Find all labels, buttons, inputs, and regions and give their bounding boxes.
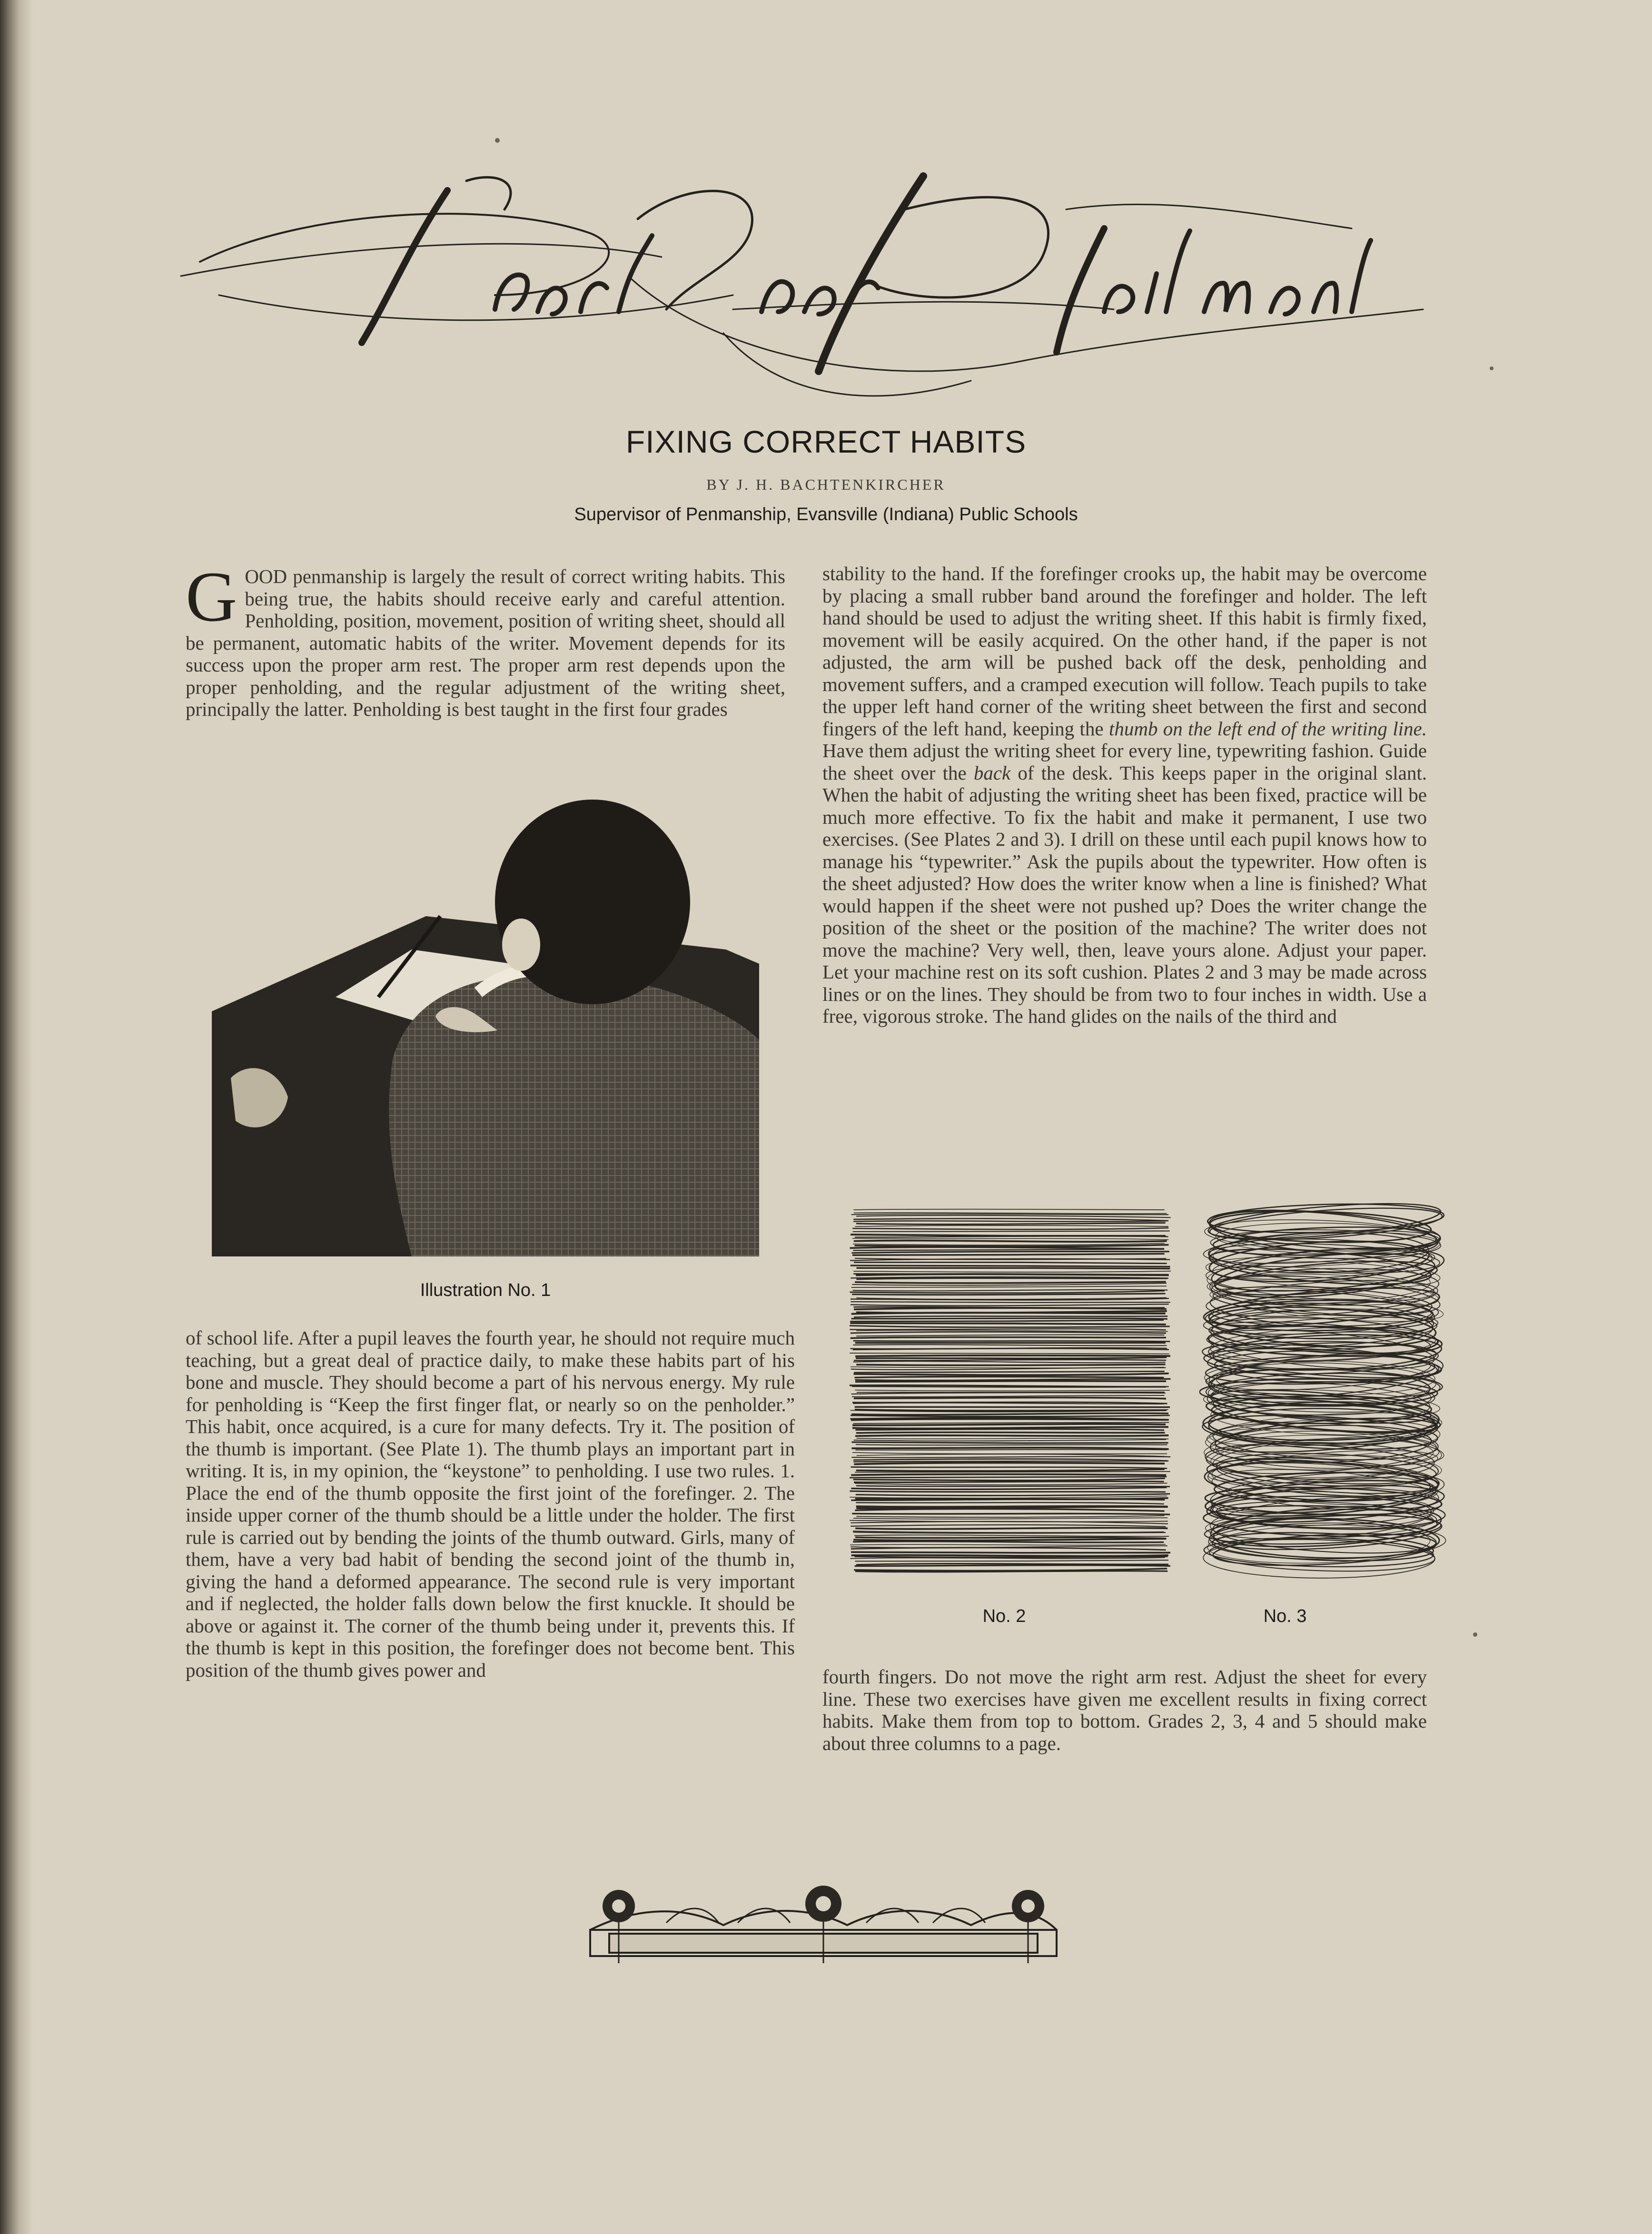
article-byline: BY J. H. BACHTENKIRCHER bbox=[706, 476, 946, 493]
push-pull-stroke bbox=[854, 1398, 1166, 1399]
push-pull-stroke bbox=[850, 1320, 1164, 1322]
push-pull-stroke bbox=[852, 1395, 1164, 1397]
push-pull-stroke bbox=[852, 1453, 1167, 1454]
col2-emphasis-2: back bbox=[973, 761, 1011, 784]
push-pull-stroke bbox=[851, 1252, 1169, 1253]
push-pull-stroke bbox=[850, 1477, 1167, 1478]
push-pull-stroke bbox=[853, 1344, 1167, 1345]
paper-speck bbox=[495, 138, 500, 143]
push-pull-stroke bbox=[854, 1213, 1167, 1214]
illustration-caption: Illustration No. 1 bbox=[420, 1280, 551, 1300]
paper-speck bbox=[1473, 1632, 1477, 1637]
push-pull-stroke bbox=[850, 1323, 1166, 1325]
push-pull-stroke bbox=[854, 1535, 1169, 1536]
push-pull-stroke bbox=[855, 1560, 1168, 1561]
push-pull-stroke bbox=[853, 1348, 1169, 1350]
masthead-calligraphy bbox=[162, 152, 1447, 419]
push-pull-stroke bbox=[851, 1419, 1168, 1420]
push-pull-stroke bbox=[857, 1438, 1169, 1439]
push-pull-stroke bbox=[855, 1236, 1168, 1237]
push-pull-stroke bbox=[852, 1427, 1168, 1428]
push-pull-stroke bbox=[856, 1357, 1167, 1358]
push-pull-stroke bbox=[851, 1548, 1166, 1550]
push-pull-stroke bbox=[855, 1565, 1170, 1566]
push-pull-stroke bbox=[854, 1463, 1165, 1464]
push-pull-stroke bbox=[853, 1218, 1168, 1221]
push-pull-stroke bbox=[853, 1271, 1171, 1272]
illustration-photo bbox=[212, 792, 759, 1256]
push-pull-stroke bbox=[853, 1539, 1166, 1541]
push-pull-stroke bbox=[851, 1304, 1169, 1305]
push-pull-stroke bbox=[856, 1223, 1166, 1224]
push-pull-stroke bbox=[851, 1525, 1166, 1527]
push-pull-stroke bbox=[851, 1265, 1170, 1266]
col1-text-1: OOD penmanship is largely the result of correct writing habits. This being true, the habits should receive early and careful attention. Penholding, position, movement, position of writing sheet, should all be permanent, automatic habits of the writer. Movement depends for its success upon the proper arm rest. The proper arm rest depends upon the proper penholding, and the regular adjustment of the writing sheet, principally the latter. Penholding is best taught in the first four grades bbox=[186, 565, 785, 720]
push-pull-stroke bbox=[856, 1274, 1169, 1275]
push-pull-stroke bbox=[851, 1332, 1166, 1333]
push-pull-stroke bbox=[853, 1478, 1165, 1480]
push-pull-stroke bbox=[853, 1209, 1164, 1210]
article-title: FIXING CORRECT HABITS bbox=[625, 424, 1027, 459]
push-pull-stroke bbox=[850, 1353, 1169, 1354]
push-pull-stroke bbox=[856, 1444, 1167, 1445]
plate-2-drawing bbox=[845, 1199, 1173, 1585]
push-pull-stroke bbox=[851, 1456, 1170, 1457]
push-pull-stroke bbox=[853, 1243, 1165, 1245]
push-pull-stroke bbox=[856, 1364, 1165, 1365]
push-pull-stroke bbox=[851, 1448, 1168, 1449]
push-pull-stroke bbox=[853, 1461, 1168, 1462]
push-pull-stroke bbox=[853, 1249, 1164, 1251]
push-pull-stroke bbox=[854, 1360, 1166, 1361]
push-pull-stroke bbox=[855, 1390, 1169, 1391]
push-pull-stroke bbox=[851, 1393, 1166, 1394]
floral-tailpiece-ornament bbox=[581, 1878, 1066, 1968]
push-pull-stroke bbox=[851, 1337, 1166, 1338]
push-pull-stroke bbox=[855, 1571, 1167, 1572]
push-pull-stroke bbox=[852, 1513, 1170, 1514]
push-pull-stroke bbox=[856, 1494, 1170, 1496]
push-pull-stroke bbox=[851, 1302, 1170, 1303]
push-pull-stroke bbox=[852, 1238, 1168, 1240]
push-pull-stroke bbox=[856, 1216, 1170, 1217]
col1-paragraph-2: of school life. After a pupil leaves the fourth year, he should not require much teaching, but a great deal of practice daily, to make these habits part of his bone and muscle. They should become a part of his nervous energy. My rule for penholding is “Keep the first finger flat, or nearly so on the penholder.” This habit, once acquired, is a cure for many defects. Try it. The position of the thumb is important. (See Plate 1). The thumb plays an important part in writing. It is, in my opinion, the “keystone” to penholding. I use two rules. 1. Place the end of the thumb opposite the first joint of the forefinger. 2. The inside upper corner of the thumb should be a little under the holder. The first rule is carried out by bending the joints of the thumb outward. Girls, many of them, have a very bad habit of bending the second joint of the thumb in, giving the hand a deformed appearance. The second rule is very important and if neglected, the holder falls down below the first knuckle. It should be above or against it. The corner of the thumb being under it, prevents this. If the thumb is kept in this position, the forefinger does not become bent. This position of the thumb gives power and bbox=[186, 1327, 795, 1681]
push-pull-stroke bbox=[852, 1254, 1165, 1255]
article-subtitle: Supervisor of Penmanship, Evansville (Indiana) Public Schools bbox=[574, 504, 1078, 524]
push-pull-stroke bbox=[853, 1361, 1166, 1363]
push-pull-stroke bbox=[851, 1552, 1170, 1553]
col1-paragraph-1 bbox=[186, 557, 785, 721]
push-pull-stroke bbox=[855, 1381, 1166, 1382]
push-pull-stroke bbox=[851, 1467, 1167, 1468]
col2-paragraph-1 bbox=[822, 563, 1427, 1028]
push-pull-stroke bbox=[852, 1294, 1165, 1295]
push-pull-stroke bbox=[851, 1487, 1167, 1489]
push-pull-stroke bbox=[855, 1282, 1166, 1283]
push-pull-stroke bbox=[855, 1483, 1167, 1485]
push-pull-stroke bbox=[854, 1316, 1167, 1317]
push-pull-stroke bbox=[856, 1278, 1167, 1279]
push-pull-stroke bbox=[852, 1228, 1168, 1229]
plate-2-caption: No. 2 bbox=[982, 1606, 1026, 1626]
push-pull-stroke bbox=[856, 1334, 1164, 1336]
push-pull-stroke bbox=[855, 1528, 1167, 1529]
push-pull-stroke bbox=[855, 1429, 1164, 1430]
push-pull-stroke bbox=[856, 1469, 1165, 1471]
push-pull-stroke bbox=[851, 1415, 1170, 1416]
push-pull-stroke bbox=[855, 1355, 1170, 1356]
push-pull-stroke bbox=[851, 1555, 1168, 1556]
push-pull-stroke bbox=[856, 1516, 1164, 1517]
push-pull-stroke bbox=[854, 1372, 1165, 1373]
push-pull-stroke bbox=[855, 1509, 1164, 1511]
push-pull-stroke bbox=[850, 1491, 1166, 1492]
push-pull-stroke bbox=[855, 1376, 1164, 1377]
push-pull-stroke bbox=[850, 1247, 1165, 1249]
push-pull-stroke bbox=[856, 1486, 1170, 1487]
push-pull-stroke bbox=[851, 1442, 1168, 1443]
push-pull-stroke bbox=[850, 1329, 1166, 1330]
push-pull-stroke bbox=[853, 1518, 1167, 1519]
push-pull-stroke bbox=[850, 1325, 1170, 1327]
col2-text-a: stability to the hand. If the forefinger crooks up, the habit may be overcome by placing a small rubber band around the forefinger and holder. The left hand should be used to adjust the writing sheet. If this habit is firmly fixed, movement will be easily acquired. On the other hand, if the paper is not adjusted, the arm will be pushed back off the desk, penholding and movement suffers, and a cramped execution will follow. Teach pupils to take the upper left hand corner of the writing sheet between the first and second fingers of the left hand, keeping the bbox=[822, 563, 1427, 740]
col2-paragraph-2: fourth fingers. Do not move the right arm rest. Adjust the sheet for every line. These two exercises have given me excellent results in fixing correct habits. Make them from top to bottom. Grades 2, 3, 4 and 5 should make about three columns to a page. bbox=[822, 1666, 1427, 1754]
col2-emphasis-1: thumb on the left end of the writing line. bbox=[1108, 717, 1427, 740]
push-pull-stroke bbox=[851, 1474, 1166, 1475]
push-pull-stroke bbox=[851, 1313, 1166, 1314]
push-pull-stroke bbox=[855, 1435, 1168, 1436]
push-pull-stroke bbox=[854, 1241, 1167, 1242]
push-pull-stroke bbox=[857, 1268, 1170, 1269]
col2-text-c: of the desk. This keeps paper in the original slant. When the habit of adjusting the writing sheet has been fixed, practice will be much more effective. To fix the habit and make it permanent, I use two exercises. (See Plates 2 and 3). I drill on these until each pupil knows how to manage his “typewriter.” Ask the pupils about the typewriter. How often is the sheet adjusted? How does the writer know when a line is finished? What would happen if the sheet were not pushed up? Does the writer change the position of the sheet or the position of the machine? The writer does not move the machine? Very well, then, leave yours alone. Adjust your paper. Let your machine rest on its soft cushion. Plates 2 and 3 may be made across lines or on the lines. They should be from two to four inches in width. Use a free, vigorous stroke. The hand glides on the nails of the third and bbox=[822, 761, 1427, 1027]
plate-3-drawing bbox=[1199, 1199, 1447, 1580]
push-pull-stroke bbox=[853, 1374, 1168, 1375]
push-pull-stroke bbox=[851, 1318, 1167, 1319]
plate-3-caption: No. 3 bbox=[1263, 1606, 1307, 1626]
push-pull-stroke bbox=[850, 1544, 1166, 1545]
binding-shadow bbox=[0, 0, 33, 2234]
paper-speck bbox=[1490, 366, 1494, 370]
oval-stroke bbox=[1203, 1344, 1442, 1384]
push-pull-stroke bbox=[851, 1214, 1169, 1215]
oval-stroke bbox=[1209, 1536, 1435, 1574]
push-pull-stroke bbox=[854, 1262, 1167, 1264]
drop-cap: G bbox=[186, 557, 237, 636]
push-pull-stroke bbox=[853, 1290, 1167, 1291]
push-pull-stroke bbox=[854, 1308, 1167, 1309]
col2-text-b: Have them adjust the writing sheet for every line, typewriting fashion. Guide the sheet over the bbox=[822, 740, 1427, 784]
push-pull-stroke bbox=[854, 1481, 1164, 1482]
push-pull-stroke bbox=[854, 1440, 1166, 1441]
push-pull-stroke bbox=[852, 1424, 1166, 1425]
push-pull-stroke bbox=[851, 1286, 1167, 1287]
push-pull-stroke bbox=[856, 1503, 1164, 1504]
push-pull-stroke bbox=[851, 1413, 1168, 1414]
